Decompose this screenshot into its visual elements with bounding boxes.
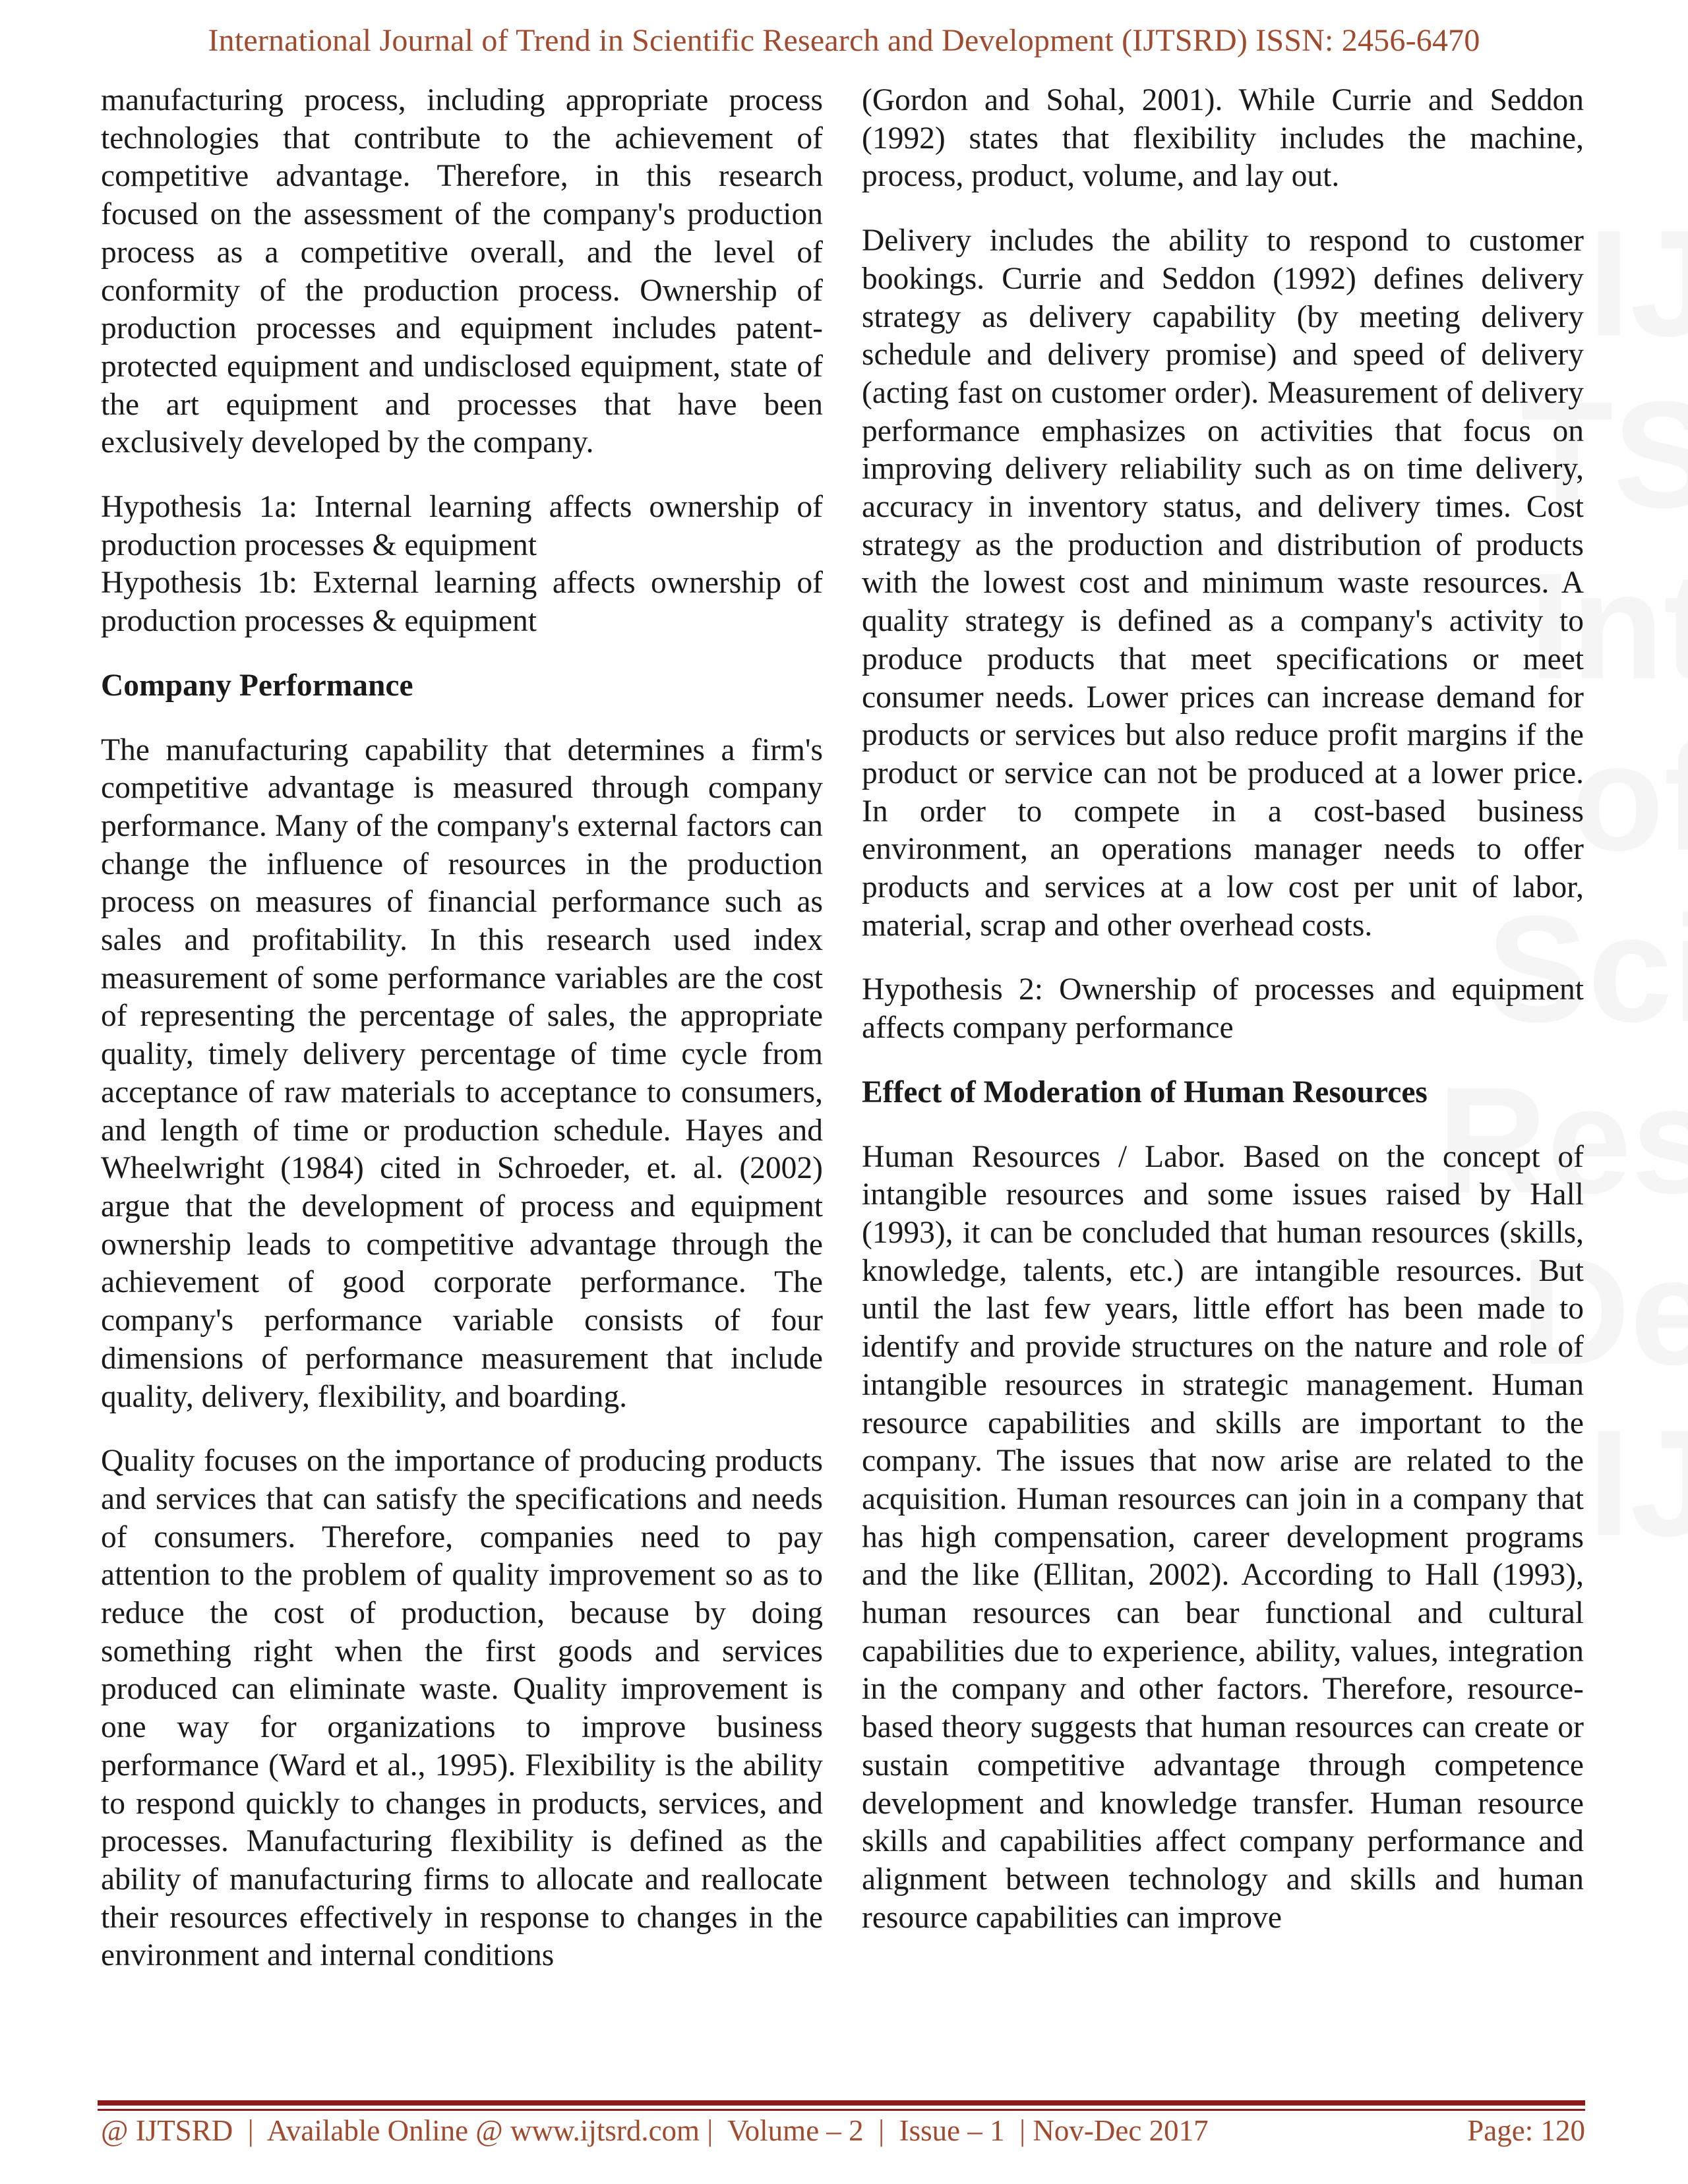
section-heading-moderation: Effect of Moderation of Human Resources: [862, 1075, 1428, 1109]
footer-rule-thin: [98, 2109, 1585, 2111]
left-paragraph-2: The manufacturing capability that determines a firm's competitive advantage is measured through company performance. Many of the company's external factors can change the influence of resources in the production process on measures of financial performance such as sales and profitability. In this research used index measurement of some performance variables are the cost of representing the percentage of sales, the appropriate quality, timely delivery percentage of time cycle from acceptance of raw materials to acceptance to consumers, and length of time or production schedule. Hayes and Wheelwright (1984) cited in Schroeder, et. al. (2002) argue that the development of process and equipment ownership leads to competitive advantage through the achievement of good corporate performance. The company's performance variable consists of four dimensions of performance measurement that include quality, delivery, flexibility, and boarding.: [101, 732, 823, 1414]
hypothesis-1a: Hypothesis 1a: Internal learning affects ownership of production processes & equipment: [101, 490, 823, 562]
right-paragraph-2: Delivery includes the ability to respond to customer bookings. Currie and Seddon (1992) defines delivery strategy as delivery capability (by meeting delivery schedule and delivery promise) and speed of delivery (acting fast on customer order). Measurement of delivery performance emphasizes on activities that focus on improving delivery reliability such as on time delivery, accuracy in inventory status, and delivery times. Cost strategy as the production and distribution of products with the lowest cost and minimum waste resources. A quality strategy is defined as a company's activity to produce products that meet specifications or meet consumer needs. Lower prices can increase demand for products or services but also reduce profit margins if the product or service can not be produced at a lower price. In order to compete in a cost-based business environment, an operations manager needs to offer products and services at a low cost per unit of labor, material, scrap and other overhead costs.: [862, 223, 1584, 943]
footer-rule-thick: [98, 2100, 1585, 2106]
right-paragraph-3: Human Resources / Labor. Based on the concept of intangible resources and some issues raised by Hall (1993), it can be concluded that human resources (skills, knowledge, talents, etc.) are intangible resources. But until the last few years, little effort has been made to identify and provide structures on the nature and role of intangible resources in strategic management. Human resource capabilities and skills are important to the company. The issues that now arise are related to the acquisition. Human resources can join in a company that has high compensation, career development programs and the like (Ellitan, 2002). According to Hall (1993), human resources can bear functional and cultural capabilities due to experience, ability, values, integration in the company and other factors. Therefore, resource-based theory suggests that human resources can create or sustain competitive advantage through competence development and knowledge transfer. Human resource skills and capabilities affect company performance and alignment between technology and skills and human resource capabilities can improve: [862, 1139, 1584, 1935]
section-heading-company-performance: Company Performance: [101, 668, 413, 703]
page-number: Page: 120: [1467, 2114, 1585, 2147]
running-header: International Journal of Trend in Scientific Research and Development (IJTSRD) ISSN: 2456-6470: [208, 23, 1480, 58]
hypothesis-2: Hypothesis 2: Ownership of processes and equipment affects company performance: [862, 972, 1584, 1046]
hypothesis-1b: Hypothesis 1b: External learning affects ownership of production processes & equipment: [101, 566, 823, 639]
footer-citation: @ IJTSRD | Available Online @ www.ijtsrd.com | Volume – 2 | Issue – 1 | Nov-Dec 2017: [101, 2114, 1209, 2147]
right-paragraph-1: (Gordon and Sohal, 2001). While Currie and Seddon (1992) states that flexibility includes the machine, process, product, volume, and lay out.: [862, 83, 1584, 194]
right-column: [862, 82, 1584, 1937]
left-column: [101, 82, 823, 1975]
left-paragraph-3: Quality focuses on the importance of producing products and services that can satisfy the specifications and needs of consumers. Therefore, companies need to pay attention to the problem of quality improvement so as to reduce the cost of production, because by doing something right when the first goods and services produced can eliminate waste. Quality improvement is one way for organizations to improve business performance (Ward et al., 1995). Flexibility is the ability to respond quickly to changes in products, services, and processes. Manufacturing flexibility is defined as the ability of manufacturing firms to allocate and reallocate their resources effectively in response to changes in the environment and internal conditions: [101, 1444, 823, 1973]
left-paragraph-1: manufacturing process, including appropriate process technologies that contribute to the achievement of competitive advantage. Therefore, in this research focused on the assessment of the company's production process as a competitive overall, and the level of conformity of the production process. Ownership of production processes and equipment includes patent-protected equipment and undisclosed equipment, state of the art equipment and processes that have been exclusively developed by the company.: [101, 83, 823, 460]
page-footer: [101, 2113, 1585, 2148]
